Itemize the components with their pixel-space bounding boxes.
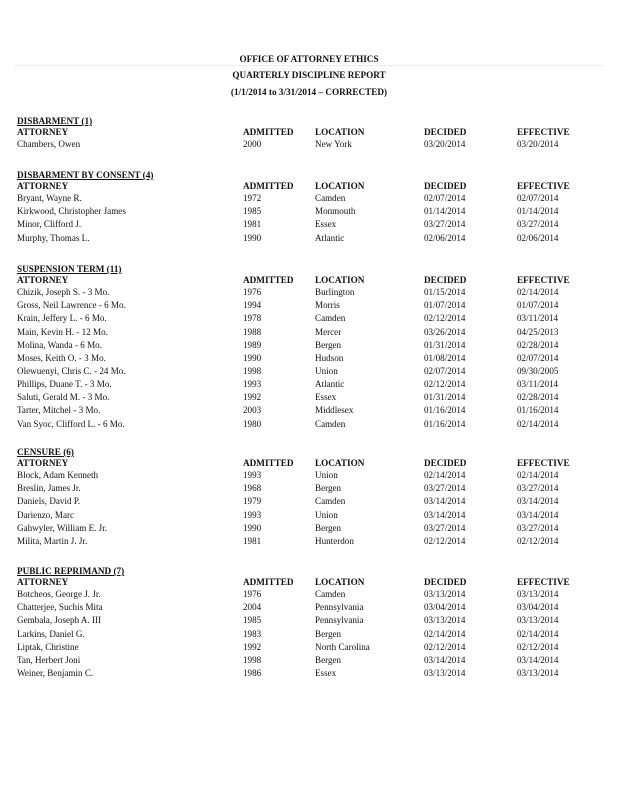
cell-location: Essex	[315, 392, 337, 403]
cell-effective: 03/13/2014	[517, 615, 559, 626]
cell-effective: 03/14/2014	[517, 509, 559, 520]
cell-decided: 02/07/2014	[424, 193, 466, 204]
column-decided: DECIDED	[424, 458, 467, 468]
cell-effective: 03/04/2014	[517, 602, 559, 613]
cell-decided: 03/27/2014	[424, 219, 466, 230]
column-admitted: ADMITTED	[243, 181, 294, 191]
cell-location: Bergen	[315, 483, 342, 494]
column-header-row	[17, 458, 587, 469]
cell-location: Mercer	[315, 326, 342, 337]
table-row	[17, 495, 587, 508]
column-header-row	[17, 275, 587, 286]
table-body	[17, 469, 587, 548]
cell-location: Camden	[315, 418, 346, 429]
table-row	[17, 628, 587, 641]
cell-admitted: 1986	[243, 668, 262, 679]
cell-effective: 02/06/2014	[517, 232, 559, 243]
cell-location: Atlantic	[315, 232, 345, 243]
section-disbarment-by-consent	[17, 170, 587, 245]
cell-location: Morris	[315, 300, 340, 311]
cell-location: Bergen	[315, 654, 342, 665]
cell-attorney: Tarter, Mitchel - 3 Mo.	[17, 405, 101, 416]
cell-admitted: 1978	[243, 313, 262, 324]
cell-location: Camden	[315, 589, 346, 600]
cell-effective: 01/16/2014	[517, 405, 559, 416]
cell-attorney: Weiner, Benjamin C.	[17, 668, 94, 679]
cell-admitted: 1985	[243, 206, 262, 217]
section-suspension-term	[17, 264, 587, 431]
section-censure	[17, 447, 587, 548]
column-header-row	[17, 181, 587, 192]
table-row	[17, 418, 587, 431]
cell-attorney: Olewuenyi, Chris C. - 24 Mo.	[17, 366, 126, 377]
cell-effective: 03/11/2014	[517, 313, 559, 324]
cell-decided: 03/13/2014	[424, 615, 466, 626]
cell-decided: 02/14/2014	[424, 470, 466, 481]
section-public-reprimand	[17, 566, 587, 680]
cell-location: Burlington	[315, 287, 355, 298]
column-decided: DECIDED	[424, 275, 467, 285]
report-period: (1/1/2014 to 3/31/2014 – CORRECTED)	[230, 87, 388, 97]
table-row	[17, 352, 587, 365]
cell-decided: 02/07/2014	[424, 366, 466, 377]
cell-attorney: Liptak, Christine	[17, 641, 79, 652]
cell-decided: 03/27/2014	[424, 522, 466, 533]
table-row	[17, 667, 587, 680]
cell-attorney: Botcheos, George J. Jr.	[17, 589, 101, 600]
cell-location: Hunterdon	[315, 535, 354, 546]
cell-admitted: 1981	[243, 535, 262, 546]
cell-effective: 02/14/2014	[517, 287, 559, 298]
table-row	[17, 232, 587, 245]
table-row	[17, 192, 587, 205]
cell-effective: 02/12/2014	[517, 641, 559, 652]
cell-effective: 03/14/2014	[517, 654, 559, 665]
report-subtitle: QUARTERLY DISCIPLINE REPORT	[232, 70, 386, 80]
table-row	[17, 205, 587, 218]
cell-location: Essex	[315, 219, 337, 230]
cell-attorney: Chambers, Owen	[17, 139, 81, 150]
column-attorney: ATTORNEY	[17, 275, 69, 285]
cell-location: North Carolina	[315, 641, 370, 652]
cell-effective: 01/07/2014	[517, 300, 559, 311]
column-effective: EFFECTIVE	[517, 127, 570, 137]
cell-admitted: 1992	[243, 641, 262, 652]
cell-attorney: Bryant, Wayne R.	[17, 193, 82, 204]
column-header-row	[17, 577, 587, 588]
cell-admitted: 1993	[243, 379, 262, 390]
cell-attorney: Saluti, Gerald M. - 3 Mo.	[17, 392, 110, 403]
table-row	[17, 312, 587, 325]
cell-admitted: 1998	[243, 366, 262, 377]
header-rule	[14, 65, 604, 66]
cell-location: Pennsylvania	[315, 602, 364, 613]
table-row	[17, 535, 587, 548]
column-effective: EFFECTIVE	[517, 275, 570, 285]
section-title: CENSURE (6)	[17, 447, 74, 457]
cell-location: Union	[315, 470, 338, 481]
table-row	[17, 391, 587, 404]
cell-decided: 03/13/2014	[424, 589, 466, 600]
cell-decided: 02/06/2014	[424, 232, 466, 243]
cell-location: Bergen	[315, 522, 342, 533]
cell-admitted: 2000	[243, 139, 262, 150]
table-row	[17, 378, 587, 391]
cell-admitted: 1994	[243, 300, 262, 311]
column-effective: EFFECTIVE	[517, 577, 570, 587]
cell-effective: 02/12/2014	[517, 535, 559, 546]
section-disbarment	[17, 116, 587, 151]
cell-location: Camden	[315, 313, 346, 324]
cell-location: Union	[315, 366, 338, 377]
column-decided: DECIDED	[424, 577, 467, 587]
cell-decided: 02/12/2014	[424, 535, 466, 546]
column-admitted: ADMITTED	[243, 577, 294, 587]
cell-decided: 01/16/2014	[424, 418, 466, 429]
table-body	[17, 192, 587, 245]
cell-admitted: 1989	[243, 339, 262, 350]
cell-location: Hudson	[315, 352, 344, 363]
cell-admitted: 1992	[243, 392, 262, 403]
table-row	[17, 641, 587, 654]
column-location: LOCATION	[315, 127, 365, 137]
table-row	[17, 654, 587, 667]
cell-effective: 02/28/2014	[517, 339, 559, 350]
cell-effective: 03/13/2014	[517, 668, 559, 679]
cell-decided: 03/27/2014	[424, 483, 466, 494]
cell-decided: 02/12/2014	[424, 313, 466, 324]
table-row	[17, 509, 587, 522]
cell-attorney: Minor, Clifford J.	[17, 219, 82, 230]
cell-attorney: Daniels, David P.	[17, 496, 81, 507]
cell-attorney: Molina, Wanda - 6 Mo.	[17, 339, 102, 350]
cell-attorney: Chizik, Joseph S. - 3 Mo.	[17, 287, 110, 298]
table-body	[17, 286, 587, 431]
table-row	[17, 339, 587, 352]
cell-decided: 03/20/2014	[424, 139, 466, 150]
cell-admitted: 1968	[243, 483, 262, 494]
cell-effective: 02/14/2014	[517, 470, 559, 481]
cell-location: Atlantic	[315, 379, 345, 390]
cell-location: Bergen	[315, 339, 342, 350]
cell-attorney: Gahwyler, William E. Jr.	[17, 522, 108, 533]
cell-attorney: Milita, Martin J. Jr.	[17, 535, 88, 546]
cell-effective: 03/20/2014	[517, 139, 559, 150]
cell-effective: 09/30/2005	[517, 366, 559, 377]
cell-admitted: 1988	[243, 326, 262, 337]
cell-admitted: 1980	[243, 418, 262, 429]
table-row	[17, 365, 587, 378]
cell-attorney: Gembala, Joseph A. III	[17, 615, 102, 626]
cell-attorney: Darienzo, Marc	[17, 509, 75, 520]
cell-location: Middlesex	[315, 405, 354, 416]
column-location: LOCATION	[315, 275, 365, 285]
cell-location: New York	[315, 139, 352, 150]
cell-decided: 03/14/2014	[424, 496, 466, 507]
cell-decided: 03/14/2014	[424, 509, 466, 520]
column-decided: DECIDED	[424, 127, 467, 137]
section-title: DISBARMENT BY CONSENT (4)	[17, 170, 154, 180]
cell-attorney: Chatterjee, Suchis Mita	[17, 602, 103, 613]
cell-decided: 01/31/2014	[424, 392, 466, 403]
cell-attorney: Phillips, Duane T. - 3 Mo.	[17, 379, 112, 390]
cell-decided: 03/26/2014	[424, 326, 466, 337]
cell-attorney: Larkins, Daniel G.	[17, 628, 85, 639]
column-attorney: ATTORNEY	[17, 127, 69, 137]
cell-attorney: Van Syoc, Clifford L. - 6 Mo.	[17, 418, 125, 429]
cell-effective: 02/14/2014	[517, 628, 559, 639]
table-row	[17, 614, 587, 627]
cell-decided: 01/14/2014	[424, 206, 466, 217]
section-title: DISBARMENT (1)	[17, 116, 93, 126]
cell-decided: 02/12/2014	[424, 641, 466, 652]
cell-attorney: Krain, Jeffery L. - 6 Mo.	[17, 313, 107, 324]
table-row	[17, 601, 587, 614]
column-admitted: ADMITTED	[243, 275, 294, 285]
cell-decided: 02/14/2014	[424, 628, 466, 639]
cell-effective: 03/27/2014	[517, 483, 559, 494]
cell-decided: 03/04/2014	[424, 602, 466, 613]
cell-admitted: 1990	[243, 232, 262, 243]
cell-admitted: 2003	[243, 405, 262, 416]
column-header-row	[17, 127, 587, 138]
cell-attorney: Murphy, Thomas L.	[17, 232, 90, 243]
cell-decided: 01/15/2014	[424, 287, 466, 298]
cell-decided: 01/07/2014	[424, 300, 466, 311]
section-title: SUSPENSION TERM (11)	[17, 264, 122, 274]
cell-effective: 02/07/2014	[517, 193, 559, 204]
cell-attorney: Main, Kevin H. - 12 Mo.	[17, 326, 108, 337]
cell-location: Monmouth	[315, 206, 356, 217]
cell-location: Union	[315, 509, 338, 520]
cell-location: Pennsylvania	[315, 615, 364, 626]
table-row	[17, 522, 587, 535]
column-location: LOCATION	[315, 181, 365, 191]
table-row	[17, 588, 587, 601]
cell-attorney: Breslin, James Jr.	[17, 483, 81, 494]
cell-admitted: 1972	[243, 193, 262, 204]
cell-attorney: Moses, Keith O. - 3 Mo.	[17, 352, 106, 363]
table-row	[17, 299, 587, 312]
cell-effective: 03/27/2014	[517, 219, 559, 230]
column-attorney: ATTORNEY	[17, 458, 69, 468]
column-attorney: ATTORNEY	[17, 181, 69, 191]
cell-effective: 03/11/2014	[517, 379, 559, 390]
cell-decided: 02/12/2014	[424, 379, 466, 390]
cell-location: Bergen	[315, 628, 342, 639]
cell-effective: 02/14/2014	[517, 418, 559, 429]
cell-effective: 02/07/2014	[517, 352, 559, 363]
cell-effective: 04/25/2013	[517, 326, 559, 337]
table-body	[17, 588, 587, 680]
cell-effective: 01/14/2014	[517, 206, 559, 217]
cell-admitted: 1993	[243, 509, 262, 520]
table-row	[17, 138, 587, 151]
cell-admitted: 1998	[243, 654, 262, 665]
table-row	[17, 469, 587, 482]
cell-location: Camden	[315, 496, 346, 507]
section-title: PUBLIC REPRIMAND (7)	[17, 566, 125, 576]
cell-attorney: Gross, Neil Lawrence - 6 Mo.	[17, 300, 126, 311]
cell-admitted: 1990	[243, 352, 262, 363]
report-title: OFFICE OF ATTORNEY ETHICS	[239, 54, 379, 64]
cell-decided: 01/16/2014	[424, 405, 466, 416]
column-effective: EFFECTIVE	[517, 458, 570, 468]
cell-effective: 03/14/2014	[517, 496, 559, 507]
column-location: LOCATION	[315, 577, 365, 587]
cell-attorney: Block, Adam Kenneth	[17, 470, 99, 481]
cell-decided: 01/31/2014	[424, 339, 466, 350]
cell-effective: 02/28/2014	[517, 392, 559, 403]
cell-admitted: 1979	[243, 496, 262, 507]
cell-admitted: 2004	[243, 602, 262, 613]
table-row	[17, 404, 587, 417]
table-row	[17, 482, 587, 495]
table-body	[17, 138, 587, 151]
cell-effective: 03/13/2014	[517, 589, 559, 600]
cell-decided: 03/14/2014	[424, 654, 466, 665]
column-admitted: ADMITTED	[243, 127, 294, 137]
cell-admitted: 1983	[243, 628, 262, 639]
cell-decided: 03/13/2014	[424, 668, 466, 679]
cell-admitted: 1976	[243, 589, 262, 600]
table-row	[17, 286, 587, 299]
cell-attorney: Tan, Herbert Joni	[17, 654, 81, 665]
column-attorney: ATTORNEY	[17, 577, 69, 587]
column-effective: EFFECTIVE	[517, 181, 570, 191]
column-decided: DECIDED	[424, 181, 467, 191]
cell-admitted: 1993	[243, 470, 262, 481]
cell-admitted: 1976	[243, 287, 262, 298]
cell-admitted: 1985	[243, 615, 262, 626]
cell-attorney: Kirkwood, Christopher James	[17, 206, 126, 217]
cell-decided: 01/08/2014	[424, 352, 466, 363]
cell-location: Essex	[315, 668, 337, 679]
column-location: LOCATION	[315, 458, 365, 468]
cell-effective: 03/27/2014	[517, 522, 559, 533]
cell-location: Camden	[315, 193, 346, 204]
cell-admitted: 1990	[243, 522, 262, 533]
table-row	[17, 326, 587, 339]
cell-admitted: 1981	[243, 219, 262, 230]
column-admitted: ADMITTED	[243, 458, 294, 468]
table-row	[17, 218, 587, 231]
